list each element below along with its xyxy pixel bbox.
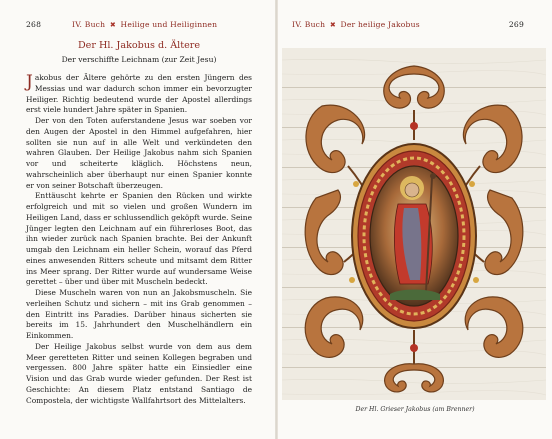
cross-separator-icon: ✖ — [109, 21, 116, 29]
left-page — [0, 0, 275, 439]
right-running-head-book: IV. Buch — [292, 20, 326, 29]
image-caption: Der Hl. Grieser Jakobus (am Brenner) — [355, 406, 475, 413]
paragraph-5: Der Heilige Jakobus selbst wurde von dem aus dem Meer geretteten Ritter und seinen Kollegen begraben und vergessen. 800 Jahre später hatte ein Einsiedler eine Vision und das Grab wurde wieder gefunden. Der Rest ist Geschichte: An diesem Platz entstand Santiago de Compostela, der wichtigste Wallfahrtsort des Mittelalters. — [26, 341, 252, 405]
drop-cap: J — [26, 72, 33, 92]
right-running-title — [292, 20, 420, 29]
left-page-number: 268 — [26, 20, 42, 29]
chapter-subtitle: Der verschiffte Leichnam (zur Zeit Jesu) — [61, 55, 217, 64]
left-running-head-section: Heilige und Heiliginnen — [120, 20, 218, 29]
right-page-number: 269 — [508, 20, 524, 29]
paragraph-1-text: akobus der Ältere gehörte zu den ersten Jüngern des Messias und war dadurch schon immer ein bevorzugter Heiliger. Richtig bedeutend wurde der Apostel allerdings erst viele hundert Jahre später in Spanien. — [26, 73, 252, 115]
body-text — [26, 73, 252, 406]
paragraph-3: Enttäuscht kehrte er Spanien den Rücken und wirkte erfolgreich und mit so vielen und großen Wundern im Heiligen Land, dass er schlussendlich geköpft wurde. Seine Jünger legten den Leichnam auf ein führerloses Boot, das ihn wieder zurück nach Spanien brachte. Bei der Ankunft umgab den Leichnam ein heller Schein, worauf das Pferd eines anwesenden Ritters scheute und mitsamt dem Ritter ins Meer sprang. Der Ritter wurde auf wundersame Weise gerettet – über und über mit Muscheln bedeckt. — [26, 191, 252, 287]
ornament-painting-image — [282, 48, 546, 400]
paragraph-4: Diese Muscheln waren von nun an Jakobsmuscheln. Sie verleihen Schutz und sichern – mit ins Grab genommen – den Eintritt ins Paradies. Darüber hinaus sicherten sie bereits im 15. Jahrhundert den Muschelhändlern ein Einkommen. — [26, 288, 252, 340]
cross-separator-icon: ✖ — [329, 21, 336, 29]
right-page — [278, 0, 552, 439]
chapter-title: Der Hl. Jakobus d. Ältere — [77, 40, 201, 51]
left-running-head-book: IV. Buch — [72, 20, 106, 29]
paragraph-1 — [26, 73, 252, 116]
painted-panel-photo — [282, 48, 546, 400]
right-running-head-section: Der heilige Jakobus — [340, 20, 420, 29]
paragraph-2: Der von den Toten auferstandene Jesus war soeben vor den Augen der Apostel in den Himmel aufgefahren, hier sollten sie nun auf in alle Welt und verkündeten den wahren Glauben. Der Heilige Jakobus nahm sich Spanien vor und scheiterte kläglich. Höchstens neun, wahrscheinlich aber überhaupt nur einen Spanier konnte er von seiner Botschaft überzeugen. — [26, 116, 252, 190]
left-running-title — [72, 20, 217, 29]
